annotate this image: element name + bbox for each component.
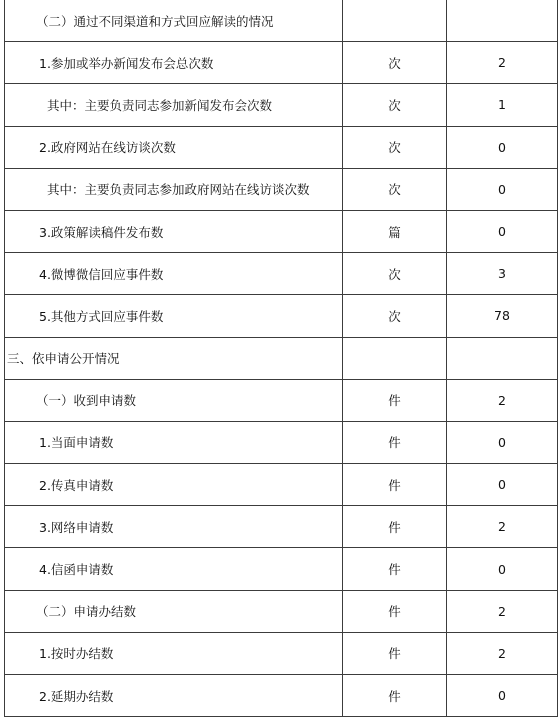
value-cell: 0	[447, 675, 558, 717]
value-cell: 0	[447, 210, 558, 252]
unit-cell: 次	[343, 168, 447, 210]
unit-cell: 件	[343, 379, 447, 421]
section-heading-cell: 三、依申请公开情况	[5, 337, 343, 379]
value-cell	[447, 0, 558, 42]
item-name-cell: 1.当面申请数	[5, 421, 343, 463]
table-row	[5, 590, 558, 632]
unit-cell: 件	[343, 506, 447, 548]
table-row	[5, 295, 558, 337]
table-row	[5, 253, 558, 295]
item-name-cell: 2.延期办结数	[5, 675, 343, 717]
value-cell: 2	[447, 590, 558, 632]
table-row	[5, 464, 558, 506]
value-cell: 2	[447, 632, 558, 674]
table-row	[5, 632, 558, 674]
statistics-table-body	[5, 0, 558, 717]
unit-cell: 件	[343, 632, 447, 674]
unit-cell: 次	[343, 253, 447, 295]
item-name-cell: （一）收到申请数	[5, 379, 343, 421]
item-name-cell: （二）通过不同渠道和方式回应解读的情况	[5, 0, 343, 42]
item-name-cell: （二）申请办结数	[5, 590, 343, 632]
unit-cell: 次	[343, 295, 447, 337]
item-name-cell: 3.网络申请数	[5, 506, 343, 548]
table-row	[5, 337, 558, 379]
item-name-cell: 其中：主要负责同志参加政府网站在线访谈次数	[5, 168, 343, 210]
item-name-cell: 1.参加或举办新闻发布会总次数	[5, 42, 343, 84]
unit-cell: 件	[343, 464, 447, 506]
table-row	[5, 379, 558, 421]
table-row	[5, 84, 558, 126]
item-name-cell: 3.政策解读稿件发布数	[5, 210, 343, 252]
value-cell: 0	[447, 421, 558, 463]
item-name-cell: 2.传真申请数	[5, 464, 343, 506]
value-cell: 2	[447, 506, 558, 548]
unit-cell: 件	[343, 421, 447, 463]
table-row	[5, 506, 558, 548]
table-row	[5, 210, 558, 252]
value-cell: 0	[447, 126, 558, 168]
item-name-cell: 4.微博微信回应事件数	[5, 253, 343, 295]
table-row	[5, 42, 558, 84]
item-name-cell: 2.政府网站在线访谈次数	[5, 126, 343, 168]
unit-cell: 次	[343, 126, 447, 168]
value-cell: 78	[447, 295, 558, 337]
value-cell: 0	[447, 548, 558, 590]
unit-cell: 次	[343, 84, 447, 126]
unit-cell: 件	[343, 590, 447, 632]
table-row	[5, 548, 558, 590]
statistics-table	[4, 0, 558, 717]
unit-cell	[343, 337, 447, 379]
item-name-cell: 1.按时办结数	[5, 632, 343, 674]
table-row	[5, 421, 558, 463]
value-cell: 2	[447, 42, 558, 84]
item-name-cell: 4.信函申请数	[5, 548, 343, 590]
value-cell: 1	[447, 84, 558, 126]
table-row	[5, 0, 558, 42]
value-cell	[447, 337, 558, 379]
table-row	[5, 675, 558, 717]
unit-cell: 篇	[343, 210, 447, 252]
unit-cell: 件	[343, 548, 447, 590]
table-row	[5, 168, 558, 210]
item-name-cell: 5.其他方式回应事件数	[5, 295, 343, 337]
value-cell: 2	[447, 379, 558, 421]
value-cell: 3	[447, 253, 558, 295]
unit-cell: 件	[343, 675, 447, 717]
value-cell: 0	[447, 464, 558, 506]
unit-cell: 次	[343, 42, 447, 84]
table-row	[5, 126, 558, 168]
unit-cell	[343, 0, 447, 42]
value-cell: 0	[447, 168, 558, 210]
item-name-cell: 其中：主要负责同志参加新闻发布会次数	[5, 84, 343, 126]
